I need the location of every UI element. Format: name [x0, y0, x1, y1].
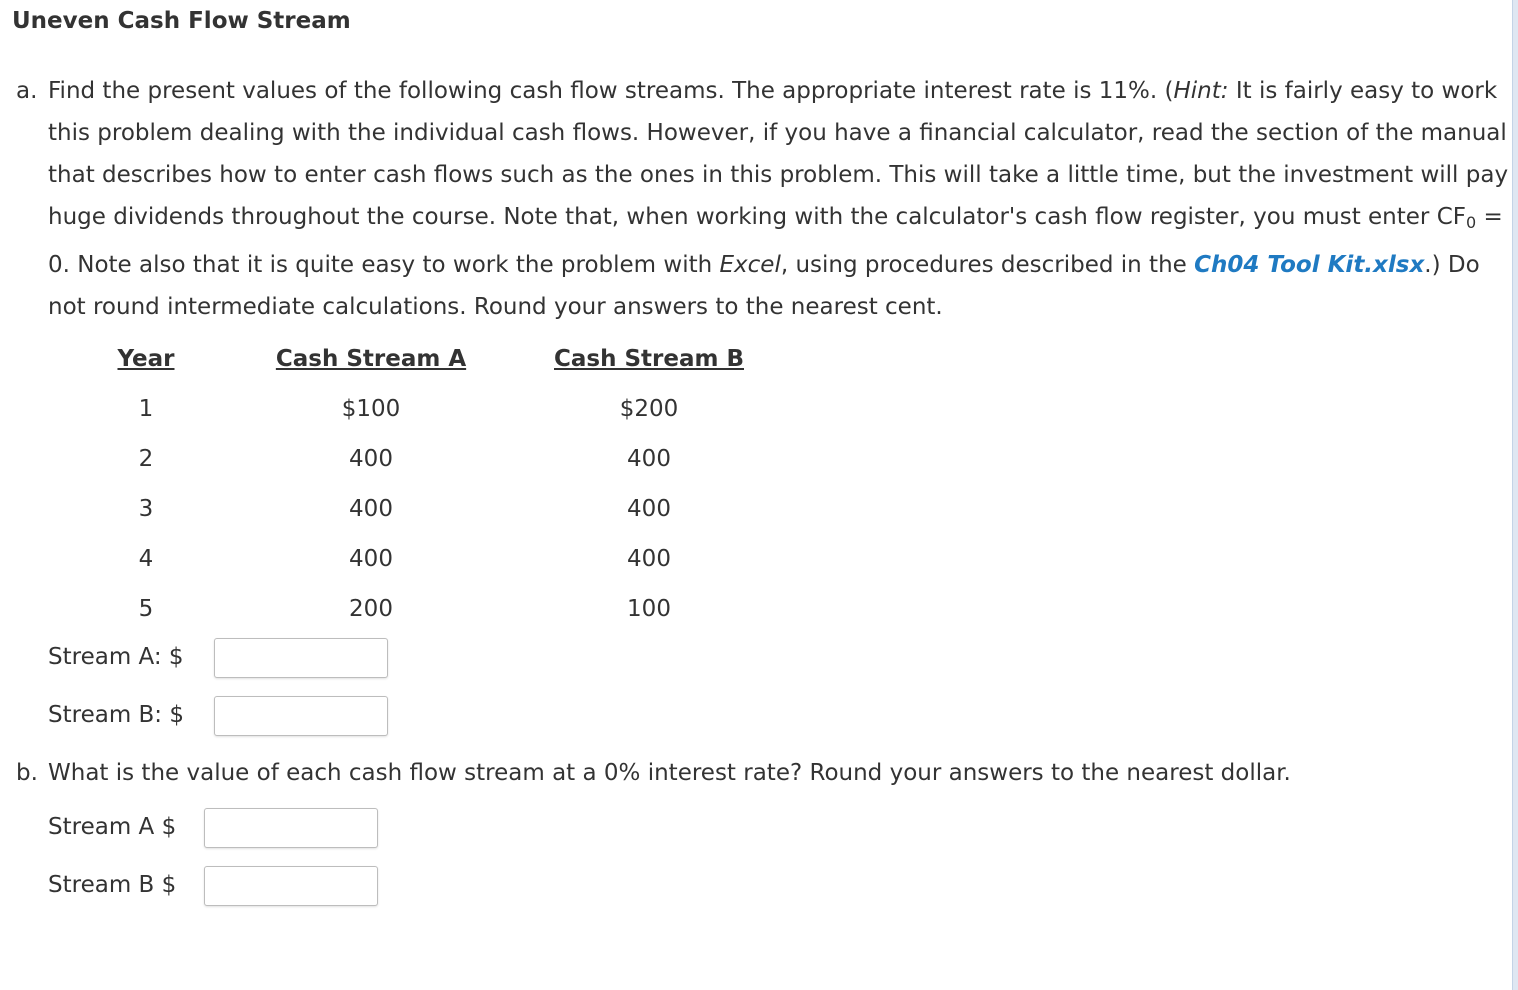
stream-a-cell: 400: [349, 496, 393, 522]
header-cash-stream-b: Cash Stream B: [554, 346, 744, 372]
question-b-text: What is the value of each cash flow stream at a 0% interest rate? Round your answers to the nearest dollar.: [48, 760, 1291, 786]
stream-b-cell: 400: [627, 496, 671, 522]
question-a: [16, 70, 1512, 320]
answer-b-stream-b-input[interactable]: [204, 866, 378, 906]
answer-a-stream-b-label: Stream B: $: [48, 702, 185, 728]
right-border-rule: [1512, 0, 1518, 990]
question-a-text-4: , using procedures described in the: [780, 252, 1195, 278]
answer-b-stream-a-label: Stream A $: [48, 814, 177, 840]
stream-a-cell: 400: [349, 546, 393, 572]
table-row: [92, 434, 756, 484]
stream-a-cell: $100: [341, 396, 401, 422]
page-title: Uneven Cash Flow Stream: [12, 8, 351, 34]
question-a-label: a.: [16, 78, 38, 104]
question-a-text: [48, 70, 1512, 328]
stream-b-cell: 100: [627, 596, 671, 622]
table-row: [92, 584, 756, 634]
table-header-row: [92, 334, 756, 384]
answer-a-stream-a-input[interactable]: [214, 638, 388, 678]
answer-a-stream-a-label: Stream A: $: [48, 644, 184, 670]
stream-a-cell: 400: [349, 446, 393, 472]
answer-b-stream-b-label: Stream B $: [48, 872, 177, 898]
year-cell: 5: [138, 596, 154, 622]
header-cash-stream-a: Cash Stream A: [275, 346, 467, 372]
stream-b-cell: 400: [627, 446, 671, 472]
question-a-text-3: = 0. Note also that it is quite easy to work the problem with: [48, 204, 1503, 278]
answer-b-stream-a-input[interactable]: [204, 808, 378, 848]
stream-b-cell: $200: [619, 396, 679, 422]
question-a-text-2: It is fairly easy to work this problem dealing with the individual cash flows. However, if you have a financial calculator, read the section of the manual that describes how to enter cash flows such as the ones in this problem. This will take a little time, but the investment will pay huge dividends throughout the course. Note that, when working with the calculator's cash flow register, you must enter CF: [48, 78, 1509, 230]
tool-kit-link[interactable]: Ch04 Tool Kit.xlsx: [1194, 252, 1425, 278]
header-year: Year: [117, 346, 175, 372]
answer-a-stream-b-input[interactable]: [214, 696, 388, 736]
table-row: [92, 534, 756, 584]
stream-a-cell: 200: [349, 596, 393, 622]
stream-b-cell: 400: [627, 546, 671, 572]
year-cell: 1: [138, 396, 154, 422]
cf-subscript: 0: [1465, 213, 1477, 232]
question-a-text-1: Find the present values of the following cash flow streams. The appropriate interest rate is 11%. (: [48, 78, 1174, 104]
cash-flow-table: [92, 334, 756, 634]
excel-label: Excel: [719, 252, 781, 278]
table-row: [92, 484, 756, 534]
hint-label: Hint:: [1173, 78, 1229, 104]
table-row: [92, 384, 756, 434]
question-b: [16, 752, 1291, 794]
year-cell: 4: [138, 546, 154, 572]
question-a-text-5: .) Do not round intermediate calculations. Round your answers to the nearest cent.: [48, 252, 1480, 320]
question-b-label: b.: [16, 760, 38, 786]
year-cell: 2: [138, 446, 154, 472]
year-cell: 3: [138, 496, 154, 522]
